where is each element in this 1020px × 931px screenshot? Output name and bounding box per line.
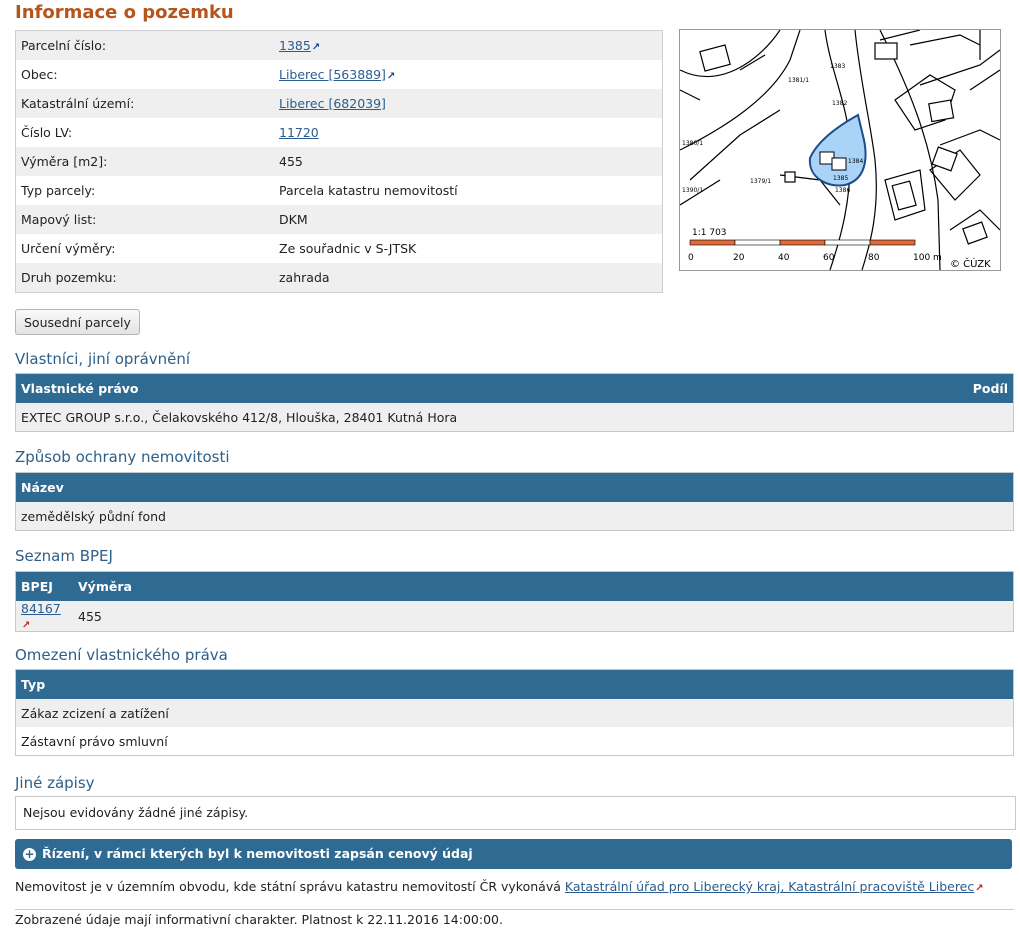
owners-col-share: Podíl: [751, 374, 1014, 404]
scale-tick-label: 0: [688, 253, 694, 263]
parcel-number-label: 1380/1: [682, 140, 704, 147]
parcel-number-label: 1385: [833, 175, 849, 182]
scale-tick-label: 80: [868, 253, 880, 263]
owners-heading: Vlastníci, jiní oprávnění: [15, 350, 191, 368]
bpej-code-link[interactable]: 84167: [21, 601, 61, 616]
bpej-col-area: Výměra: [73, 572, 1014, 602]
info-value: Ze souřadnic v S-JTSK: [279, 241, 417, 256]
info-row: [16, 147, 663, 176]
parcel-number-label: 1382: [832, 100, 848, 107]
bpej-heading: Seznam BPEJ: [15, 547, 113, 565]
protection-table: [15, 472, 1014, 531]
owners-col-right: Vlastnické právo: [16, 374, 751, 404]
external-link-icon[interactable]: ↗: [311, 42, 321, 53]
external-link-icon[interactable]: ↗: [22, 620, 31, 631]
info-value: [274, 60, 663, 89]
info-label: Parcelní číslo:: [16, 31, 275, 61]
protection-heading: Způsob ochrany nemovitosti: [15, 448, 230, 466]
info-label: Obec:: [21, 67, 58, 82]
external-link-icon[interactable]: ↗: [386, 71, 396, 82]
parcel-number-label: 1390/1: [682, 187, 704, 194]
owner-row: EXTEC GROUP s.r.o., Čelakovského 412/8, Hlouška, 28401 Kutná Hora: [16, 403, 1014, 432]
parcel-number-label: 1383: [830, 63, 846, 70]
info-row: [16, 31, 663, 61]
info-value: zahrada: [274, 263, 663, 293]
info-value-link[interactable]: Liberec [682039]: [279, 96, 386, 111]
divider: [15, 909, 1014, 910]
protection-row: zemědělský půdní fond: [16, 502, 1014, 531]
cadastral-map-svg: [680, 30, 1000, 270]
price-proceedings-toggle[interactable]: [15, 839, 1012, 869]
info-row: [16, 176, 663, 205]
info-value: 455: [274, 147, 663, 176]
bpej-table: [15, 571, 1014, 632]
bpej-area-cell: 455: [73, 601, 1014, 632]
footer-note: Zobrazené údaje mají informativní charakter. Platnost k 22.11.2016 14:00:00.: [15, 912, 503, 927]
info-label: Číslo LV:: [21, 125, 73, 140]
scale-bar: [690, 240, 915, 245]
parcel-info-table: [15, 30, 663, 293]
scale-tick-label: 100 m: [913, 253, 942, 263]
scale-tick-label: 60: [823, 253, 835, 263]
info-label: Mapový list:: [16, 205, 275, 234]
scale-tick-label: 40: [778, 253, 790, 263]
owners-table: [15, 373, 1014, 432]
note-text: Nemovitost je v územním obvodu, kde státní správu katastru nemovitostí ČR vykonává: [15, 879, 561, 894]
parcel-number-label: 1384: [848, 158, 864, 165]
bpej-col-code: BPEJ: [16, 572, 74, 602]
info-row: [16, 118, 663, 147]
bpej-code-cell: [16, 601, 74, 632]
protection-col-name: Název: [16, 473, 1014, 503]
parcel-map[interactable]: [679, 29, 1001, 271]
price-proceedings-label: Řízení, v rámci kterých byl k nemovitosti zapsán cenový údaj: [42, 846, 473, 861]
external-link-icon[interactable]: ↗: [975, 883, 984, 894]
other-entries-box: Nejsou evidovány žádné jiné zápisy.: [15, 796, 1016, 830]
info-value-link[interactable]: 1385: [279, 38, 311, 53]
info-value: [274, 31, 663, 61]
info-label: Typ parcely:: [21, 183, 96, 198]
info-value: Parcela katastru nemovitostí: [279, 183, 458, 198]
other-entries-heading: Jiné zápisy: [15, 774, 95, 792]
map-copyright: © ČÚZK: [950, 259, 991, 270]
info-label: Výměra [m2]:: [16, 147, 275, 176]
info-value: [274, 118, 663, 147]
info-row: [16, 263, 663, 293]
map-scale-label: 1:1 703: [692, 228, 727, 238]
restriction-row: Zákaz zcizení a zatížení: [16, 699, 1014, 727]
info-value-link[interactable]: Liberec [563889]: [279, 67, 386, 82]
neighbor-parcels-button[interactable]: Sousední parcely: [15, 309, 140, 335]
restrictions-table: [15, 669, 1014, 756]
restriction-row: Zástavní právo smluvní: [16, 727, 1014, 756]
info-row: [16, 234, 663, 263]
cadastral-office-note: [15, 879, 984, 894]
scale-tick-label: 20: [733, 253, 745, 263]
restrictions-heading: Omezení vlastnického práva: [15, 646, 228, 664]
info-value: DKM: [274, 205, 663, 234]
info-row: [16, 60, 663, 89]
cadastral-office-link[interactable]: Katastrální úřad pro Liberecký kraj, Katastrální pracoviště Liberec: [564, 879, 975, 894]
parcel-number-label: 1379/1: [750, 178, 772, 185]
info-row: [16, 205, 663, 234]
plus-circle-icon: +: [24, 847, 35, 861]
parcel-number-label: 1386: [835, 187, 851, 194]
info-value-link[interactable]: 11720: [279, 125, 319, 140]
info-label: Určení výměry:: [21, 241, 116, 256]
info-label: Katastrální území:: [16, 89, 275, 118]
parcel-number-label: 1381/1: [788, 77, 810, 84]
page-title: Informace o pozemku: [15, 2, 234, 23]
info-value: [274, 89, 663, 118]
restrictions-col-type: Typ: [16, 670, 1014, 700]
info-label: Druh pozemku:: [16, 263, 275, 293]
info-row: [16, 89, 663, 118]
